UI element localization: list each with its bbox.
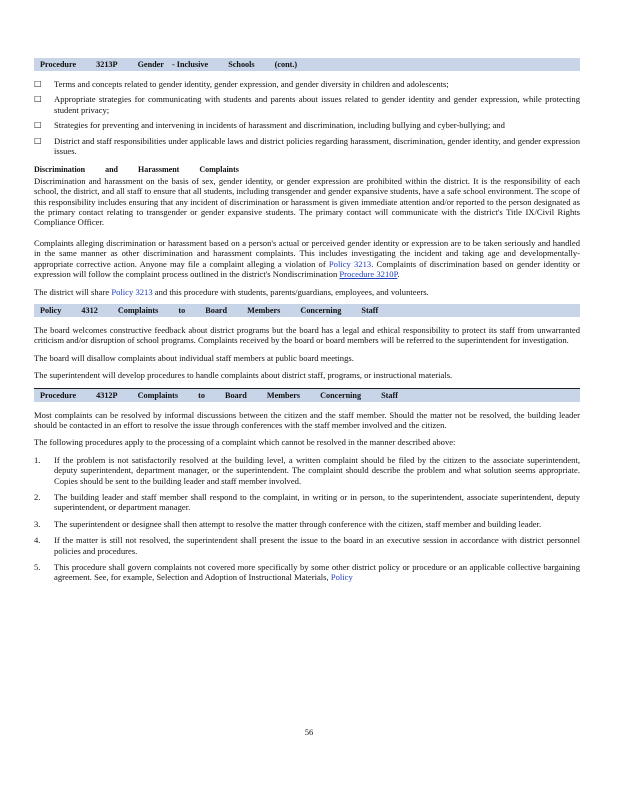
header-word: - Inclusive — [172, 60, 209, 69]
header-word: Gender — [137, 60, 164, 69]
checkbox-bullet-icon: □ — [34, 120, 42, 130]
share-paragraph: The district will share Policy 3213 and this procedure with students, parents/guardians, employees, and volunteers. — [34, 286, 429, 297]
page-number: 56 — [304, 727, 314, 737]
list-item: □ Terms and concepts related to gender identity, gender expression, and gender diversity in children and adolescents; — [34, 79, 449, 89]
list-item: 3. The superintendent or designee shall then attempt to resolve the matter through conference with the citizen, staff member and building leader. — [34, 518, 542, 529]
header-word: Schools — [228, 60, 255, 69]
board-disallow-paragraph: The board will disallow complaints about individual staff members at public board meetings. — [34, 352, 354, 363]
checkbox-bullet-icon: □ — [34, 79, 42, 88]
list-item: 5. This procedure shall govern complaints not covered more specifically by some other district policy or procedure or an applicable collective bargaining agreement. See, for example, Selection and Adoption of Instructional Materials, Policy — [34, 562, 580, 583]
board-feedback-paragraph: The board welcomes constructive feedback about district programs but the board has a legal and ethical responsibility to protect its staff from unwarranted criticism and/or disruption of school programs. Complaints received by the board or board members will be referred to the superintendent for investigation. — [34, 324, 580, 346]
header-word: (cont.) — [274, 60, 298, 69]
procedures-intro-paragraph: The following procedures apply to the processing of a complaint which cannot be resolved in the manner described above: — [34, 437, 456, 448]
complaints-paragraph: Complaints alleging discrimination or harassment based on a person's actual or perceived gender identity or expression are to be taken seriously and handled in the same manner as other discrimination and harassment complaints. This includes investigating the incident and taking age and developmentally-appropriate corrective action. Anyone may file a complaint alleging a violation of Policy 3213. Complaints of discrimination based on gender identity or expression will follow the complaint process outlined in the district's Nondiscrimination Procedure 3210P. — [34, 237, 580, 280]
informal-discussion-paragraph: Most complaints can be resolved by informal discussions between the citizen and the staff member. Should the matter not be resolved, the building leader should be contacted in an effort to resolve the issue through conferences with the staff member involved and the citizen. — [34, 409, 580, 430]
list-item: □ Appropriate strategies for communicating with students and parents about issues related to gender identity and gender expression, while protecting student privacy; — [34, 94, 580, 115]
list-item: 1. If the problem is not satisfactorily resolved at the building level, a written complaint should be filed by the citizen to the associate superintendent, deputy superintendent, department manager, or the superintendent. The complaint should describe the problem and what solution seems appropriate. Copies should be sent to the building leader and staff member involved. — [34, 454, 580, 486]
policy-link[interactable]: Policy — [330, 572, 353, 583]
header-label: Procedure — [40, 60, 77, 69]
section-header-policy-4312: Policy 4312 Complaints to Board Members Concerning Staff — [34, 304, 580, 317]
procedure-3210p-link[interactable]: Procedure 3210P — [339, 269, 398, 280]
document-page — [34, 58, 580, 589]
superintendent-paragraph: The superintendent will develop procedures to handle complaints about district staff, programs, or instructional materials. — [34, 370, 453, 381]
checkbox-bullet-icon: □ — [34, 94, 42, 104]
header-number: 3213P — [96, 60, 118, 69]
policy-3213-link[interactable]: Policy 3213 — [328, 258, 372, 269]
discrimination-heading: Discrimination and Harassment Complaints — [34, 165, 239, 175]
section-header-procedure-4312p: Procedure 4312P Complaints to Board Members Concerning Staff — [34, 388, 580, 402]
discrimination-paragraph: Discrimination and harassment on the basis of sex, gender identity, or gender expression are prohibited within the district. It is the responsibility of each school, the district, and all staff to ensure that all students, including transgender and gender expansive students, have a safe school environment. The scope of this responsibility includes ensuring that any incident of discrimination or harassment is given immediate attention and/or reported to the person designated as the primary contact relating to transgender or gender expansive students. The primary contact will communicate with the district's Title IX/Civil Rights Compliance Officer. — [34, 175, 580, 228]
list-item: □ Strategies for preventing and intervening in incidents of harassment and discrimination, including bullying and cyber-bullying; and — [34, 120, 505, 131]
policy-3213-link[interactable]: Policy 3213 — [111, 286, 153, 297]
checkbox-bullet-icon: □ — [34, 135, 42, 145]
list-item: 4. If the matter is still not resolved, the superintendent shall present the issue to the board in an executive session in accordance with district personnel policies and procedures. — [34, 535, 580, 556]
bullet-list — [34, 79, 580, 156]
procedure-steps-list — [34, 455, 580, 583]
section-header-procedure-3213p — [34, 58, 580, 71]
list-item: □ District and staff responsibilities under applicable laws and district policies regarding harassment, discrimination, gender identity, and gender expression issues. — [34, 135, 580, 157]
list-item: 2. The building leader and staff member shall respond to the complaint, in writing or in person, to the superintendent, associate superintendent, deputy superintendent, or department manager. — [34, 491, 580, 513]
